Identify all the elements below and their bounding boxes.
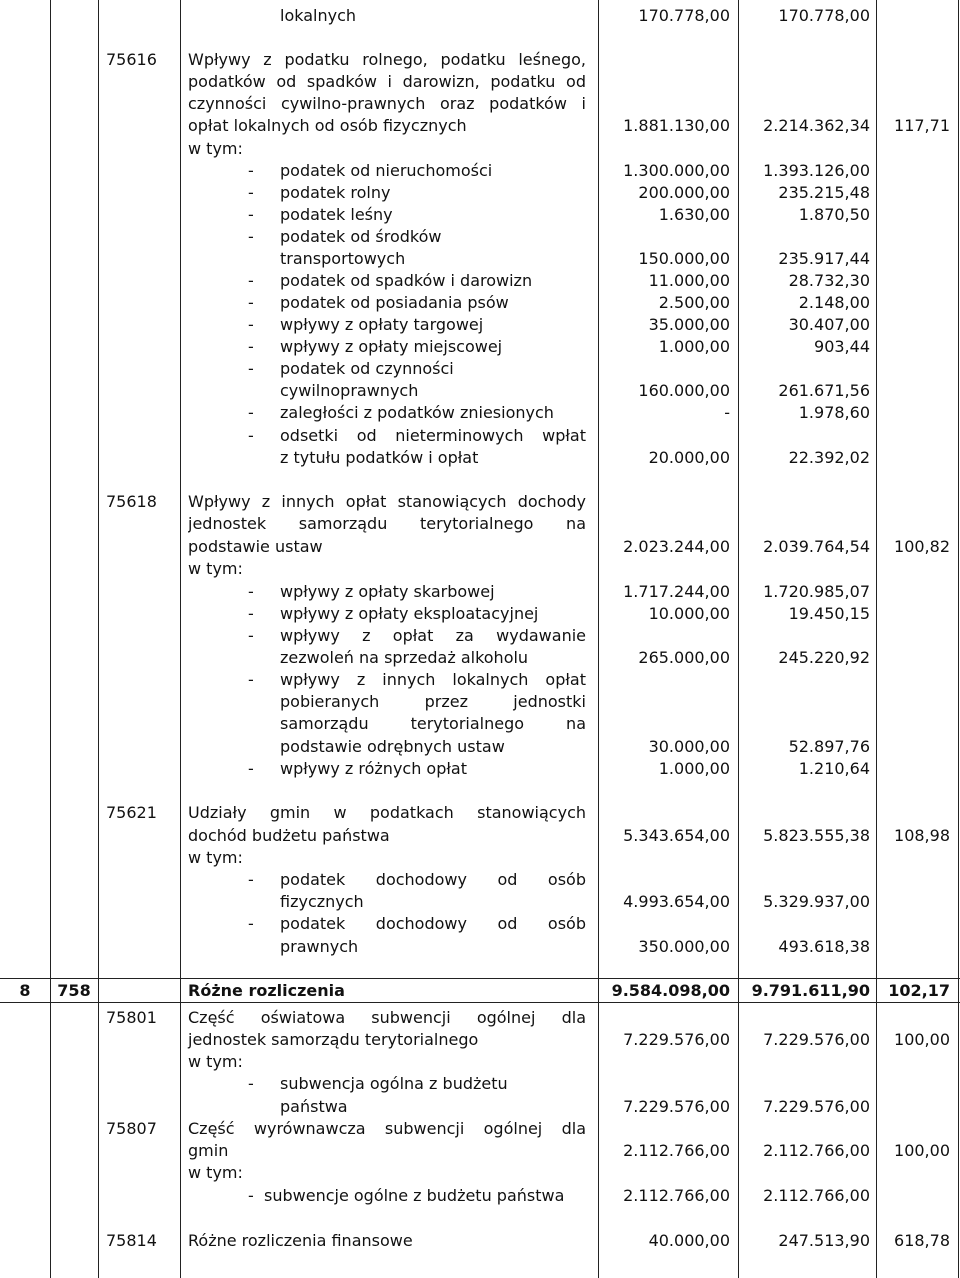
- row-description: Część wyrównawcza subwencji ogólnej dla: [188, 1119, 586, 1138]
- plan-value: 1.300.000,00: [623, 161, 730, 180]
- list-dash: -: [248, 1186, 254, 1205]
- percent-value: 100,82: [894, 537, 950, 556]
- row-description: samorządu terytorialnego na: [280, 714, 586, 733]
- chapter-title: Różne rozliczenia: [188, 981, 345, 1000]
- row-description: podstawie ustaw: [188, 537, 323, 556]
- row-description: czynności cywilno-prawnych oraz podatków i: [188, 94, 586, 113]
- paragraph-code: 75618: [106, 492, 157, 511]
- row-description: z tytułu podatków i opłat: [280, 448, 479, 467]
- execution-value: 170.778,00: [778, 6, 870, 25]
- row-description: fizycznych: [280, 892, 364, 911]
- row-description: podatek rolny: [280, 183, 391, 202]
- plan-value: 7.229.576,00: [623, 1030, 730, 1049]
- list-dash: -: [248, 914, 254, 933]
- row-description: cywilnoprawnych: [280, 381, 419, 400]
- row-description: zaległości z podatków zniesionych: [280, 403, 554, 422]
- row-description: Wpływy z podatku rolnego, podatku leśnego,: [188, 50, 586, 69]
- list-dash: -: [248, 227, 254, 246]
- execution-value: 7.229.576,00: [763, 1097, 870, 1116]
- execution-value: 2.214.362,34: [763, 116, 870, 135]
- row-description: w tym:: [188, 848, 243, 867]
- execution-value: 245.220,92: [778, 648, 870, 667]
- row-description: państwa: [280, 1097, 348, 1116]
- row-description: podatek od czynności: [280, 359, 454, 378]
- row-description: jednostek samorządu terytorialnego na: [188, 514, 586, 533]
- execution-value: 261.671,56: [778, 381, 870, 400]
- paragraph-code: 75616: [106, 50, 157, 69]
- row-description: lokalnych: [280, 6, 357, 25]
- list-dash: -: [248, 604, 254, 623]
- plan-value: 9.584.098,00: [611, 981, 730, 1000]
- plan-value: 4.993.654,00: [623, 892, 730, 911]
- list-dash: -: [248, 161, 254, 180]
- row-description: opłat lokalnych od osób fizycznych: [188, 116, 467, 135]
- execution-value: 52.897,76: [788, 737, 870, 756]
- plan-value: 20.000,00: [648, 448, 730, 467]
- plan-value: 11.000,00: [648, 271, 730, 290]
- list-dash: -: [248, 403, 254, 422]
- row-description: zezwoleń na sprzedaż alkoholu: [280, 648, 529, 667]
- row-description: pobieranych przez jednostki: [280, 692, 586, 711]
- execution-value: 235.215,48: [778, 183, 870, 202]
- plan-value: 160.000,00: [638, 381, 730, 400]
- percent-value: 100,00: [894, 1141, 950, 1160]
- plan-value: 2.023.244,00: [623, 537, 730, 556]
- row-description: podatek od środków: [280, 227, 442, 246]
- execution-value: 1.720.985,07: [763, 582, 870, 601]
- row-description: wpływy z opłaty skarbowej: [280, 582, 495, 601]
- percent-value: 102,17: [888, 981, 950, 1000]
- row-description: Wpływy z innych opłat stanowiących dochody: [188, 492, 586, 511]
- row-description: wpływy z opłaty targowej: [280, 315, 484, 334]
- execution-value: 2.112.766,00: [763, 1141, 870, 1160]
- execution-value: 30.407,00: [788, 315, 870, 334]
- execution-value: 1.210,64: [798, 759, 870, 778]
- list-dash: -: [248, 293, 254, 312]
- row-description: subwencje ogólne z budżetu państwa: [264, 1186, 565, 1205]
- execution-value: 9.791.611,90: [751, 981, 870, 1000]
- row-description: gmin: [188, 1141, 229, 1160]
- execution-value: 493.618,38: [778, 937, 870, 956]
- list-dash: -: [248, 337, 254, 356]
- column-divider-plan: [738, 0, 739, 1278]
- column-divider-lp: [50, 0, 51, 1278]
- percent-value: 100,00: [894, 1030, 950, 1049]
- plan-value: 5.343.654,00: [623, 826, 730, 845]
- row-description: wpływy z innych lokalnych opłat: [280, 670, 586, 689]
- execution-value: 2.148,00: [798, 293, 870, 312]
- execution-value: 7.229.576,00: [763, 1030, 870, 1049]
- row-description: odsetki od nieterminowych wpłat: [280, 426, 586, 445]
- paragraph-code: 75801: [106, 1008, 157, 1027]
- plan-value: 2.112.766,00: [623, 1141, 730, 1160]
- row-description: podatek od nieruchomości: [280, 161, 493, 180]
- percent-value: 108,98: [894, 826, 950, 845]
- execution-value: 1.393.126,00: [763, 161, 870, 180]
- list-dash: -: [248, 1074, 254, 1093]
- row-description: podatków od spadków i darowizn, podatku od: [188, 72, 586, 91]
- paragraph-code: 75807: [106, 1119, 157, 1138]
- list-dash: -: [248, 271, 254, 290]
- execution-value: 22.392,02: [788, 448, 870, 467]
- plan-value: 1.881.130,00: [623, 116, 730, 135]
- plan-value: 170.778,00: [638, 6, 730, 25]
- plan-value: 1.000,00: [658, 337, 730, 356]
- row-description: wpływy z różnych opłat: [280, 759, 467, 778]
- column-divider-description: [598, 0, 599, 1278]
- execution-value: 247.513,90: [778, 1231, 870, 1250]
- execution-value: 235.917,44: [778, 249, 870, 268]
- row-description: podatek dochodowy od osób: [280, 870, 586, 889]
- percent-value: 618,78: [894, 1231, 950, 1250]
- execution-value: 1.870,50: [798, 205, 870, 224]
- row-description: transportowych: [280, 249, 406, 268]
- plan-value: 2.112.766,00: [623, 1186, 730, 1205]
- execution-value: 2.039.764,54: [763, 537, 870, 556]
- plan-value: 1.000,00: [658, 759, 730, 778]
- chapter-row-top-border: [0, 978, 960, 979]
- row-description: w tym:: [188, 139, 243, 158]
- row-description: subwencja ogólna z budżetu: [280, 1074, 508, 1093]
- row-description: dochód budżetu państwa: [188, 826, 390, 845]
- plan-value: 150.000,00: [638, 249, 730, 268]
- plan-value: 35.000,00: [648, 315, 730, 334]
- column-divider-paragraph: [180, 0, 181, 1278]
- execution-value: 5.823.555,38: [763, 826, 870, 845]
- list-dash: -: [248, 183, 254, 202]
- chapter-row-bottom-border: [0, 1002, 960, 1003]
- list-dash: -: [248, 670, 254, 689]
- list-dash: -: [248, 626, 254, 645]
- list-dash: -: [248, 870, 254, 889]
- row-description: podatek leśny: [280, 205, 393, 224]
- row-description: jednostek samorządu terytorialnego: [188, 1030, 479, 1049]
- row-description: podstawie odrębnych ustaw: [280, 737, 505, 756]
- plan-value: 350.000,00: [638, 937, 730, 956]
- list-dash: -: [248, 205, 254, 224]
- plan-value: 10.000,00: [648, 604, 730, 623]
- execution-value: 1.978,60: [798, 403, 870, 422]
- column-divider-execution: [876, 0, 877, 1278]
- row-description: Różne rozliczenia finansowe: [188, 1231, 413, 1250]
- row-description: Część oświatowa subwencji ogólnej dla: [188, 1008, 586, 1027]
- plan-value: 40.000,00: [648, 1231, 730, 1250]
- row-description: w tym:: [188, 1052, 243, 1071]
- list-dash: -: [248, 315, 254, 334]
- execution-value: 5.329.937,00: [763, 892, 870, 911]
- row-description: w tym:: [188, 1163, 243, 1182]
- column-divider-percent: [958, 0, 959, 1278]
- row-description: Udziały gmin w podatkach stanowiących: [188, 803, 586, 822]
- plan-value: 2.500,00: [658, 293, 730, 312]
- row-description: podatek dochodowy od osób: [280, 914, 586, 933]
- chapter-code: 758: [57, 981, 91, 1000]
- paragraph-code: 75621: [106, 803, 157, 822]
- execution-value: 903,44: [814, 337, 870, 356]
- list-dash: -: [248, 759, 254, 778]
- paragraph-code: 75814: [106, 1231, 157, 1250]
- row-description: w tym:: [188, 559, 243, 578]
- plan-value: 7.229.576,00: [623, 1097, 730, 1116]
- execution-value: 19.450,15: [788, 604, 870, 623]
- plan-value: 200.000,00: [638, 183, 730, 202]
- plan-value: 265.000,00: [638, 648, 730, 667]
- list-dash: -: [248, 582, 254, 601]
- lp-number: 8: [19, 981, 31, 1000]
- list-dash: -: [248, 359, 254, 378]
- execution-value: 2.112.766,00: [763, 1186, 870, 1205]
- row-description: wpływy z opłaty eksploatacyjnej: [280, 604, 539, 623]
- row-description: wpływy z opłat za wydawanie: [280, 626, 586, 645]
- row-description: prawnych: [280, 937, 359, 956]
- plan-value: 30.000,00: [648, 737, 730, 756]
- list-dash: -: [248, 426, 254, 445]
- row-description: podatek od spadków i darowizn: [280, 271, 533, 290]
- percent-value: 117,71: [894, 116, 950, 135]
- execution-value: 28.732,30: [788, 271, 870, 290]
- row-description: wpływy z opłaty miejscowej: [280, 337, 503, 356]
- column-divider-chapter: [98, 0, 99, 1278]
- plan-value: 1.717.244,00: [623, 582, 730, 601]
- plan-value: -: [724, 403, 730, 422]
- row-description: podatek od posiadania psów: [280, 293, 509, 312]
- plan-value: 1.630,00: [658, 205, 730, 224]
